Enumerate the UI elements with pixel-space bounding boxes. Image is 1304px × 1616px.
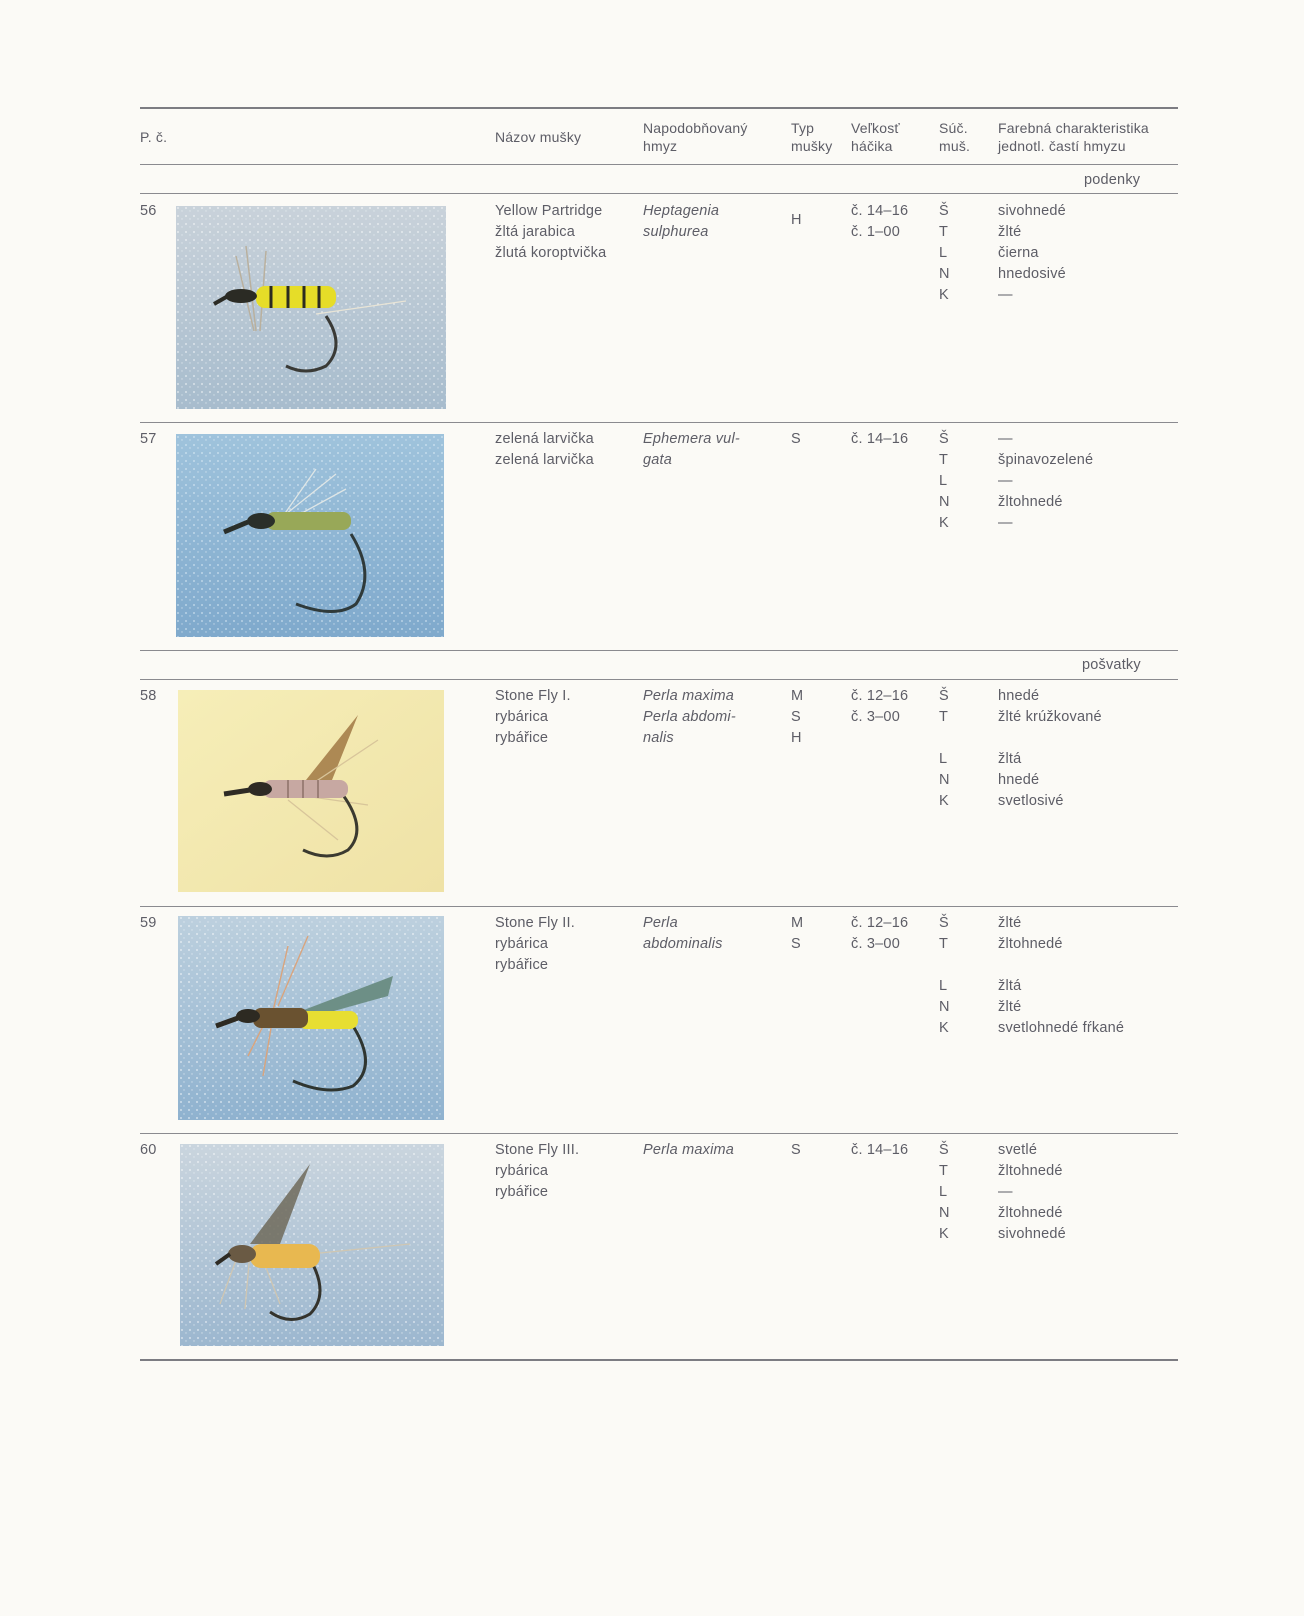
imitated-insect: Ephemera vul- gata	[643, 431, 740, 468]
header-part-line1: Súč.	[939, 120, 968, 136]
row-rule	[140, 906, 1178, 907]
header-hook-line1: Veľkosť	[851, 120, 900, 136]
header-color	[998, 119, 1149, 155]
fly-name: Stone Fly II. rybárica rybářice	[495, 915, 575, 973]
imitated-insect: Perla maxima	[643, 1142, 735, 1158]
fly-photo	[178, 690, 444, 892]
imitated-insect: Heptagenia sulphurea	[643, 203, 720, 240]
fly-type: H	[791, 212, 802, 228]
header-part	[939, 119, 970, 155]
fly-number: 60	[140, 1142, 157, 1158]
header-type-line1: Typ	[791, 120, 815, 136]
header-hook-size	[851, 119, 900, 155]
fly-number: 56	[140, 203, 157, 219]
fly-parts: Š T L N K	[939, 688, 950, 809]
fly-name: Stone Fly I. rybárica rybářice	[495, 688, 571, 746]
header-top-rule	[140, 107, 1178, 109]
fly-type: M S H	[791, 688, 804, 746]
fly-name: Yellow Partridge žltá jarabica žlutá koroptvička	[495, 203, 607, 261]
fly-type: S	[791, 1142, 801, 1158]
hook-size: č. 12–16 č. 3–00	[851, 688, 909, 725]
fly-type: S	[791, 431, 801, 447]
fly-parts: Š T L N K	[939, 431, 950, 531]
header-bottom-rule	[140, 164, 1178, 165]
hook-size: č. 12–16 č. 3–00	[851, 915, 909, 952]
fly-photo	[178, 916, 444, 1120]
header-hook-line2: háčika	[851, 138, 893, 154]
fly-photo	[180, 1144, 444, 1346]
row-rule	[140, 1133, 1178, 1134]
part-colors: svetlé žltohnedé — žltohnedé sivohnedé	[998, 1142, 1066, 1242]
hook-size: č. 14–16	[851, 1142, 909, 1158]
table-bottom-rule	[140, 1359, 1178, 1361]
header-type	[791, 119, 832, 155]
fly-number: 57	[140, 431, 157, 447]
fly-number: 58	[140, 688, 157, 704]
hook-size: č. 14–16	[851, 431, 909, 447]
header-insect-line2: hmyz	[643, 138, 678, 154]
section-label-stoneflies: pošvatky	[1082, 657, 1141, 673]
section-rule-mayflies	[140, 193, 1178, 194]
header-part-line2: muš.	[939, 138, 971, 154]
fly-parts: Š T L N K	[939, 203, 950, 303]
header-number: P. č.	[140, 129, 168, 145]
row-rule	[140, 422, 1178, 423]
fly-name: Stone Fly III. rybárica rybářice	[495, 1142, 580, 1200]
fly-photo	[176, 206, 446, 409]
imitated-insect: Perla abdominalis	[643, 915, 723, 952]
header-color-line2: jednotl. častí hmyzu	[998, 138, 1126, 154]
header-fly-name: Názov mušky	[495, 129, 582, 145]
header-color-line1: Farebná charakteristika	[998, 120, 1149, 136]
fly-parts: Š T L N K	[939, 915, 950, 1036]
section-rule-stoneflies	[140, 679, 1178, 680]
header-type-line2: mušky	[791, 138, 833, 154]
fly-photo	[176, 434, 444, 637]
part-colors: — špinavozelené — žltohnedé —	[998, 431, 1094, 531]
part-colors: sivohnedé žlté čierna hnedosivé —	[998, 203, 1066, 303]
imitated-insect: Perla maxima Perla abdomi- nalis	[643, 688, 736, 746]
part-colors: žlté žltohnedé žltá žlté svetlohnedé fŕkané	[998, 915, 1125, 1036]
hook-size: č. 14–16 č. 1–00	[851, 203, 909, 240]
part-colors: hnedé žlté krúžkované žltá hnedé svetlosivé	[998, 688, 1102, 809]
fly-parts: Š T L N K	[939, 1142, 950, 1242]
section-label-mayflies: podenky	[1084, 172, 1141, 188]
header-insect-line1: Napodobňovaný	[643, 120, 748, 136]
fly-number: 59	[140, 915, 157, 931]
fly-name: zelená larvička zelená larvička	[495, 431, 594, 468]
fly-type: M S	[791, 915, 804, 952]
header-insect	[643, 119, 748, 155]
row-rule	[140, 650, 1178, 651]
